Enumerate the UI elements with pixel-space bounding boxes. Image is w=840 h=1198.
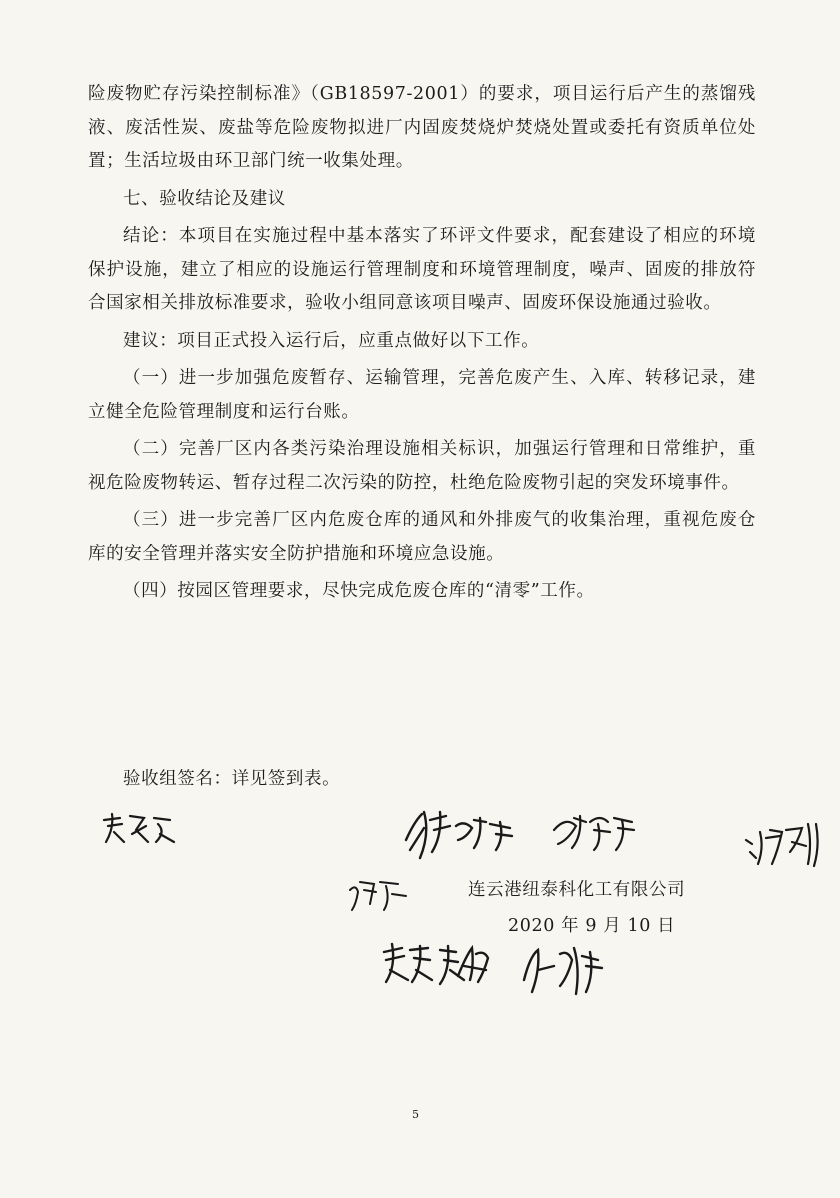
- signature-6: [376, 936, 516, 992]
- sign-label: 验收组签名：详见签到表。: [123, 769, 341, 789]
- signature-5: [346, 874, 410, 914]
- signature-2: [400, 800, 520, 866]
- paragraph-item-3: （三）进一步完善厂区内危废仓库的通风和外排废气的收集治理，重视危废仓库的安全管理并落实安全防护措施和环境应急设施。: [88, 510, 756, 564]
- document-date: 2020 年 9 月 10 日: [508, 916, 676, 936]
- body-text: [88, 78, 756, 609]
- paragraph-item-2: （二）完善厂区内各类污染治理设施相关标识，加强运行管理和日常维护，重视危险废物转运、暂存过程二次污染的防控，杜绝危险废物引起的突发环境事件。: [88, 439, 756, 493]
- section-heading: 七、验收结论及建议: [123, 188, 286, 209]
- company-name: 连云港纽泰科化工有限公司: [468, 880, 686, 900]
- paragraph-item-1: （一）进一步加强危废暂存、运输管理，完善危废产生、入库、转移记录，建立健全危险管理制度和运行台账。: [88, 368, 756, 422]
- signature-4: [742, 818, 824, 872]
- signature-7: [516, 940, 612, 1004]
- signature-1: [100, 808, 180, 848]
- paragraph-conclusion: 结论：本项目在实施过程中基本落实了环评文件要求，配套建设了相应的环境保护设施，建立了相应的设施运行管理制度和环境管理制度，噪声、固废的排放符合国家相关排放标准要求，验收小组同意该项目噪声、固废环保设施通过验收。: [88, 226, 756, 313]
- signature-3: [548, 808, 640, 856]
- page-number: 5: [412, 1108, 419, 1121]
- paragraph-item-4: （四）按园区管理要求，尽快完成危废仓库的“清零”工作。: [123, 581, 595, 601]
- paragraph-suggestion: 建议：项目正式投入运行后，应重点做好以下工作。: [123, 330, 540, 351]
- paragraph-continuation: 险废物贮存污染控制标准》（GB18597-2001）的要求，项目运行后产生的蒸馏残液、废活性炭、废盐等危险废物拟进厂内固废焚烧炉焚烧处置或委托有资质单位处置；生活垃圾由环卫部门统一收集处理。: [88, 84, 756, 171]
